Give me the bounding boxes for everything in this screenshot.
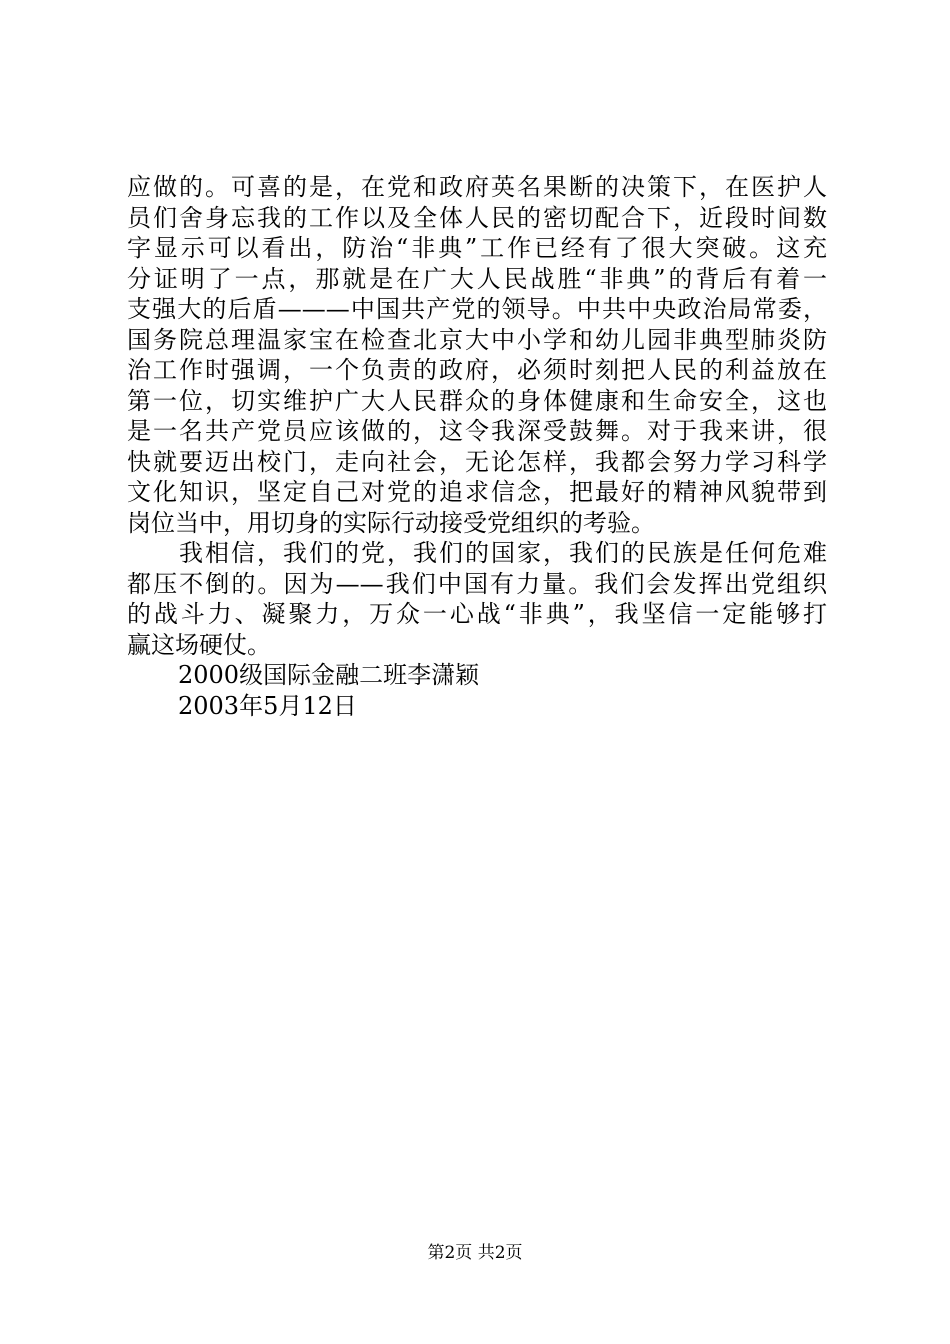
paragraph-1-line: 字显示可以看出，防治“非典”工作已经有了很大突破。这充 [127, 234, 827, 262]
paragraph-1-line: 是一名共产党员应该做的，这令我深受鼓舞。对于我来讲，很 [127, 417, 827, 445]
paragraph-2-line: 都压不倒的。因为——我们中国有力量。我们会发挥出党组织 [127, 569, 827, 598]
document-body [127, 172, 827, 660]
signature: 2000级国际金融二班李潇颖 [178, 661, 480, 689]
signoff-block [178, 660, 479, 722]
paragraph-1-line: 支强大的后盾———中国共产党的领导。中共中央政治局常委， [127, 295, 827, 323]
date: 2003年5月12日 [178, 692, 357, 720]
paragraph-1-line: 快就要迈出校门，走向社会，无论怎样，我都会努力学习科学 [127, 447, 827, 476]
paragraph-1-line: 国务院总理温家宝在检查北京大中小学和幼儿园非典型肺炎防 [127, 325, 827, 354]
paragraph-2-line: 我相信，我们的党，我们的国家，我们的民族是任何危难 [127, 539, 827, 567]
paragraph-2-last-line: 赢这场硬仗。 [127, 630, 271, 659]
paragraph-1-line: 治工作时强调，一个负责的政府，必须时刻把人民的利益放在 [127, 356, 827, 384]
page-number: 第2页 共2页 [427, 1243, 523, 1263]
paragraph-1-last-line: 岗位当中，用切身的实际行动接受党组织的考验。 [127, 508, 655, 537]
paragraph-1-line: 应做的。可喜的是，在党和政府英名果断的决策下，在医护人 [127, 173, 827, 201]
paragraph-1-line: 第一位，切实维护广大人民群众的身体健康和生命安全，这也 [127, 386, 827, 415]
paragraph-1-line: 分证明了一点，那就是在广大人民战胜“非典”的背后有着一 [127, 264, 827, 293]
paragraph-1-line: 员们舍身忘我的工作以及全体人民的密切配合下，近段时间数 [127, 203, 827, 232]
paragraph-2-line: 的战斗力、凝聚力，万众一心战“非典”，我坚信一定能够打 [127, 600, 827, 628]
paragraph-1-line: 文化知识，坚定自己对党的追求信念，把最好的精神风貌带到 [127, 478, 827, 506]
page-footer [0, 1243, 950, 1263]
